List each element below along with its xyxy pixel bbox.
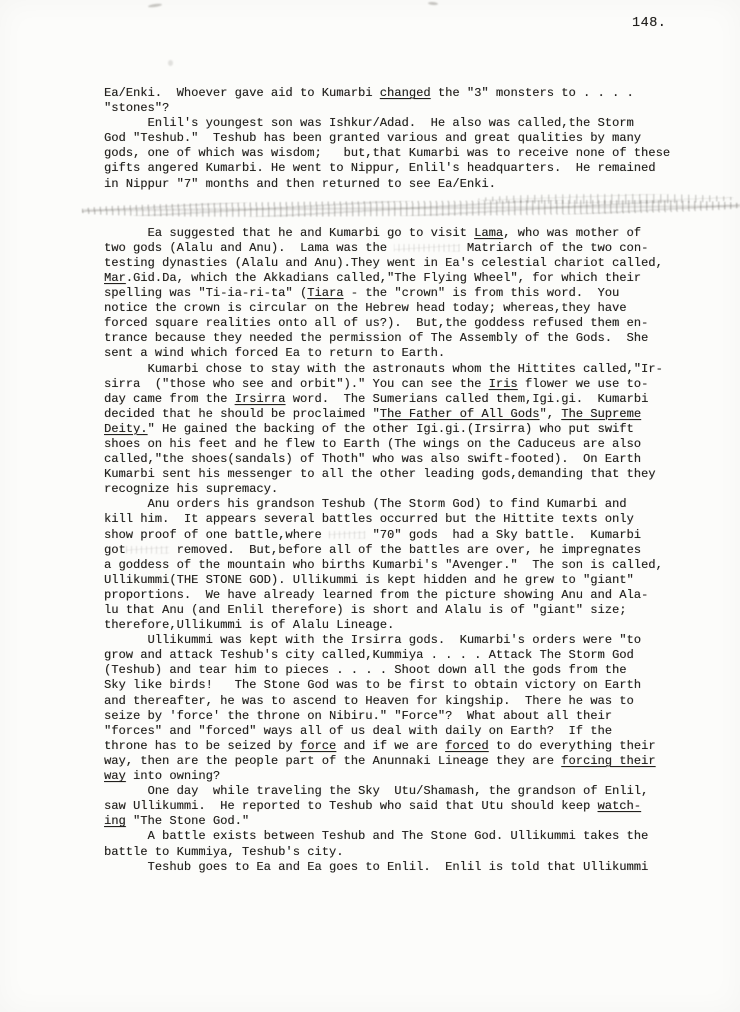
text-run: proportions. We have already learned from the picture showing Anu and Ala- (104, 587, 649, 602)
text-line (104, 739, 704, 754)
text-line (104, 146, 704, 161)
text-run: show proof of one battle,where (104, 527, 329, 542)
underlined-text: ing (104, 814, 126, 829)
text-run: word. The Sumerians called them,Igi.gi. Kumarbi (285, 391, 649, 406)
text-run: Ea suggested that he and Kumarbi go to visit (104, 225, 475, 240)
erased-text (329, 528, 365, 542)
text-line (104, 86, 704, 101)
underlined-text: Iris (488, 376, 518, 391)
text-line (104, 799, 704, 814)
text-line (104, 543, 704, 558)
text-run: to do everything their (488, 738, 656, 753)
text-run: kill him. It appears several battles occurred but the Hittite texts only (104, 512, 634, 527)
text-line (104, 694, 704, 709)
text-line (104, 437, 704, 452)
text-line (104, 286, 704, 301)
erased-text (394, 241, 459, 255)
text-line (104, 528, 704, 543)
text-run: spelling was "Ti-ia-ri-ta" ( (104, 286, 308, 301)
text-line (104, 603, 704, 618)
text-line (104, 116, 704, 131)
text-line (104, 558, 704, 573)
text-line (104, 346, 704, 361)
text-run: Ea/Enki. Whoever gave aid to Kumarbi (104, 86, 380, 100)
text-run: throne has to be seized by (104, 738, 300, 753)
text-line (104, 331, 704, 346)
text-line (104, 392, 704, 407)
paragraph (104, 86, 704, 116)
paragraph (104, 633, 704, 784)
text-line (104, 709, 704, 724)
underlined-text: changed (379, 86, 431, 100)
underlined-text: The Supreme (561, 406, 642, 421)
text-line (104, 377, 704, 392)
text-run: saw Ullikummi. He reported to Teshub who said that Utu should keep (104, 799, 598, 814)
text-run: in Nippur "7" months and then returned to see Ea/Enki. (104, 176, 496, 191)
text-run: (Teshub) and tear him to pieces . . . . Shoot down all the gods from the (104, 663, 627, 678)
text-line (104, 362, 704, 377)
ink-smudge-band (82, 192, 740, 226)
text-run: testing dynasties (Alalu and Anu).They went in Ea's celestial chariot called, (104, 255, 663, 270)
text-run: flower we use to- (517, 376, 649, 391)
text-run: got (104, 542, 126, 557)
text-line (104, 131, 704, 146)
text-line (104, 407, 704, 422)
text-line (104, 271, 704, 286)
text-line (104, 678, 704, 693)
text-run: seize by 'force' the throne on Nibiru." "Force"? What about all their (104, 708, 613, 723)
scan-speck (428, 2, 438, 6)
text-line (104, 663, 704, 678)
text-line (104, 177, 704, 192)
text-run: Sky like birds! The Stone God was to be first to obtain victory on Earth (104, 678, 642, 693)
text-line (104, 497, 704, 512)
text-run: "stones"? (104, 101, 170, 116)
text-line (104, 512, 704, 527)
text-line (104, 633, 704, 648)
text-run: One day while traveling the Sky Utu/Shamash, the grandson of Enlil, (104, 784, 649, 799)
text-line (104, 860, 704, 875)
underlined-text: forced (445, 738, 489, 753)
text-line (104, 161, 704, 176)
text-line (104, 754, 704, 769)
text-line (104, 301, 704, 316)
text-run: grow and attack Teshub's city called,Kummiya . . . . Attack The Storm God (104, 648, 634, 663)
text-run: Teshub goes to Ea and Ea goes to Enlil. Enlil is told that Ullikummi (104, 859, 649, 874)
text-run: ", (539, 406, 562, 421)
text-run: two gods (Alalu and Anu). Lama was the (104, 240, 395, 255)
text-line (104, 814, 704, 829)
underlined-text: watch- (597, 799, 642, 814)
text-run: A battle exists between Teshub and The Stone God. Ullikummi takes the (104, 829, 649, 844)
text-run: removed. But,before all of the battles are over, he impregnates (169, 542, 642, 557)
text-run: called,"the shoes(sandals) of Thoth" who was also swift-footed). On Earth (104, 452, 642, 467)
underlined-text: Tiara (307, 286, 344, 301)
underlined-text: force (299, 738, 337, 753)
text-run: lu that Anu (and Enlil therefore) is short and Alalu is of "giant" size; (104, 603, 627, 617)
text-run: and if we are (336, 738, 446, 753)
text-line (104, 829, 704, 844)
text-run: recognize his supremacy. (104, 482, 279, 497)
scan-speck (148, 3, 162, 8)
text-run: Ullikummi(THE STONE GOD). Ullikummi is kept hidden and he grew to "giant" (104, 572, 634, 587)
text-line (104, 241, 704, 256)
document-body (104, 86, 704, 875)
text-run: forced square realities onto all of us?). But,the goddess refused them en- (104, 316, 649, 331)
text-line (104, 784, 704, 799)
text-line (104, 648, 704, 663)
text-run: "The Stone God." (125, 814, 250, 829)
text-run: "forces" and "forced" ways all of us deal with daily on Earth? If the (104, 723, 613, 738)
text-line (104, 573, 704, 588)
text-run: God "Teshub." Teshub has been granted various and great qualities by many (104, 131, 642, 146)
text-run: trance because they needed the permission of The Assembly of the Gods. She (104, 331, 649, 346)
underlined-text: Mar (104, 270, 126, 285)
text-line (104, 618, 704, 633)
text-line (104, 845, 704, 860)
paragraph (104, 362, 704, 498)
text-run: "70" gods had a Sky battle. Kumarbi (365, 527, 642, 542)
text-run: day came from the (104, 391, 235, 406)
text-run: " He gained the backing of the other Igi.gi.(Irsirra) who put swift (147, 421, 634, 436)
text-run: shoes on his feet and he flew to Earth (The wings on the Caduceus are also (104, 436, 642, 451)
underlined-text: Irsirra (234, 391, 286, 406)
text-run: sent a wind which forced Ea to return to Earth. (104, 346, 446, 361)
text-run: decided that he should be proclaimed " (104, 406, 380, 421)
paragraph (104, 226, 704, 362)
erased-text (126, 543, 170, 557)
text-run: gods, one of which was wisdom; but,that Kumarbi was to receive none of these (104, 146, 671, 161)
text-run: way, then are the people part of the Anunnaki Lineage they are (104, 753, 562, 768)
page-number: 148. (632, 16, 667, 31)
text-line (104, 467, 704, 482)
underlined-text: Deity. (104, 421, 148, 436)
text-run: the "3" monsters to . . . . (430, 86, 634, 100)
text-line (104, 769, 704, 784)
text-line (104, 422, 704, 437)
text-run: therefore,Ullikummi is of Alalu Lineage. (104, 618, 395, 633)
paragraph (104, 784, 704, 829)
text-run: battle to Kummiya, Teshub's city. (104, 844, 344, 859)
scan-speck (168, 60, 173, 66)
text-run: - the "crown" is from this word. You (343, 286, 620, 301)
text-run: Anu orders his grandson Teshub (The Storm God) to find Kumarbi and (104, 497, 627, 512)
underlined-text: Lama (474, 225, 504, 240)
text-line (104, 588, 704, 603)
text-run: gifts angered Kumarbi. He went to Nippur, Enlil's headquarters. He remained (104, 161, 656, 176)
text-run: Matriarch of the two con- (459, 240, 649, 255)
text-run: into owning? (125, 769, 221, 784)
text-line (104, 316, 704, 331)
text-run: sirra ("those who see and orbit")." You can see the (104, 376, 489, 391)
text-run: notice the crown is circular on the Hebrew head today; whereas,they have (104, 301, 627, 316)
paragraph (104, 860, 704, 875)
text-run: Kumarbi chose to stay with the astronauts whom the Hittites called,"Ir- (104, 361, 663, 376)
text-line (104, 101, 704, 116)
text-run: Enlil's youngest son was Ishkur/Adad. He also was called,the Storm (104, 116, 634, 131)
text-run: Kumarbi sent his messenger to all the other leading gods,demanding that they (104, 467, 656, 482)
underlined-text: The Father of All Gods (379, 406, 540, 421)
paragraph (104, 497, 704, 633)
underlined-text: forcing their (561, 753, 656, 768)
text-run: and thereafter, he was to ascend to Heaven for kingship. There he was to (104, 693, 634, 708)
paragraph (104, 116, 704, 191)
underlined-text: way (104, 769, 126, 784)
text-run: , who was mother of (503, 225, 642, 240)
paragraph (104, 829, 704, 859)
text-line (104, 482, 704, 497)
text-line (104, 724, 704, 739)
text-run: Ullikummi was kept with the Irsirra gods. Kumarbi's orders were "to (104, 633, 642, 648)
text-run: a goddess of the mountain who births Kumarbi's "Avenger." The son is called, (104, 557, 663, 572)
text-line (104, 226, 704, 241)
text-line (104, 452, 704, 467)
text-run: .Gid.Da, which the Akkadians called,"The Flying Wheel", for which their (125, 270, 642, 285)
text-line (104, 256, 704, 271)
